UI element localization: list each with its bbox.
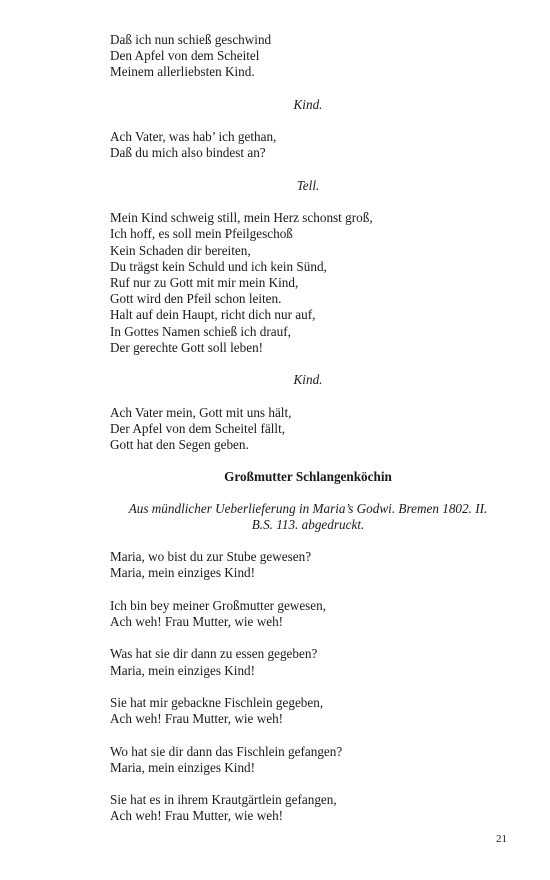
poem2-stanza-5 <box>110 744 506 776</box>
page-number: 21 <box>496 833 507 845</box>
verse-line: Wo hat sie dir dann das Fischlein gefangen? <box>110 743 343 759</box>
poem2-stanza-4 <box>110 695 506 727</box>
verse-line: Den Apfel von dem Scheitel <box>110 48 260 64</box>
verse-line: Sie hat es in ihrem Krautgärtlein gefangen, <box>110 792 337 808</box>
verse-line: Daß du mich also bindest an? <box>110 145 266 161</box>
verse-line: Ich hoff, es soll mein Pfeilgeschoß <box>110 226 293 242</box>
verse-line: Daß ich nun schieß geschwind <box>110 32 272 47</box>
verse-line: Ach weh! Frau Mutter, wie weh! <box>110 613 284 629</box>
speaker-label: Tell. <box>296 177 320 193</box>
poem-source <box>110 501 506 533</box>
poem2-stanza-6 <box>110 792 506 824</box>
verse-line: Ach weh! Frau Mutter, wie weh! <box>110 711 284 727</box>
verse-line: Gott hat den Segen geben. <box>110 436 249 452</box>
verse-line: Maria, mein einziges Kind! <box>110 759 256 775</box>
verse-line: Ich bin bey meiner Großmutter gewesen, <box>110 597 327 613</box>
verse-line: Der gerechte Gott soll leben! <box>110 339 264 355</box>
verse-line: Du trägst kein Schuld und ich kein Sünd, <box>110 258 327 274</box>
poem-source-line: B.S. 113. abgedruckt. <box>251 516 365 532</box>
poem2-stanza-1 <box>110 549 506 581</box>
verse-line: Ruf nur zu Gott mit mir mein Kind, <box>110 274 299 290</box>
verse-line: Ach weh! Frau Mutter, wie weh! <box>110 808 284 824</box>
stanza-4 <box>110 405 506 454</box>
poem-title: Großmutter Schlangenköchin <box>224 469 392 485</box>
speaker-label: Kind. <box>293 372 323 388</box>
stanza-2 <box>110 129 506 161</box>
verse-line: Der Apfel von dem Scheitel fällt, <box>110 420 286 436</box>
verse-line: Kein Schaden dir bereiten, <box>110 242 251 258</box>
verse-line: Sie hat mir gebackne Fischlein gegeben, <box>110 694 324 710</box>
verse-line: Halt auf dein Haupt, richt dich nur auf, <box>110 307 316 323</box>
verse-line: Maria, wo bist du zur Stube gewesen? <box>110 549 312 565</box>
poem2-stanza-3 <box>110 646 506 678</box>
poem2-stanza-2 <box>110 598 506 630</box>
verse-line: Maria, mein einziges Kind! <box>110 565 256 581</box>
stanza-3 <box>110 210 506 356</box>
speaker-label: Kind. <box>293 96 323 112</box>
verse-line: Mein Kind schweig still, mein Herz schonst groß, <box>110 210 373 226</box>
poem-source-line: Aus mündlicher Ueberlieferung in Maria’s Godwi. Bremen 1802. II. <box>128 500 488 516</box>
verse-line: Ach Vater mein, Gott mit uns hält, <box>110 404 292 420</box>
verse-line: Was hat sie dir dann zu essen gegeben? <box>110 646 318 662</box>
verse-line: Gott wird den Pfeil schon leiten. <box>110 291 282 307</box>
verse-line: Meinem allerliebsten Kind. <box>110 64 255 80</box>
verse-line: Ach Vater, was hab’ ich gethan, <box>110 129 277 145</box>
page-content <box>110 32 506 825</box>
stanza-1 <box>110 32 506 81</box>
verse-line: In Gottes Namen schieß ich drauf, <box>110 323 291 339</box>
verse-line: Maria, mein einziges Kind! <box>110 662 256 678</box>
